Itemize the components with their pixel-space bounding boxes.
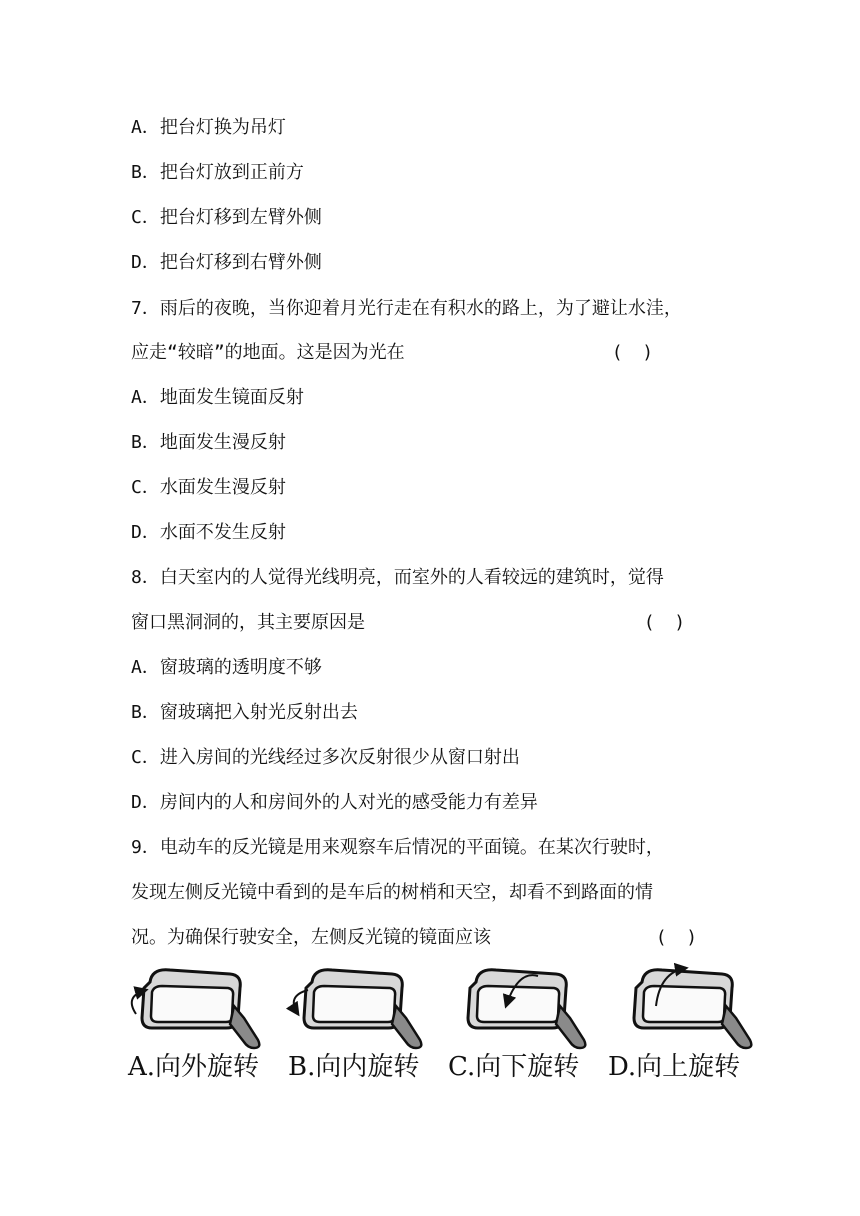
- q9-stem-line1: 9．电动车的反光镜是用来观察车后情况的平面镜。在某次行驶时，: [131, 837, 664, 858]
- q9-stem-line2: 发现左侧反光镜中看到的是车后的树梢和天空，却看不到路面的情: [131, 882, 653, 903]
- q7-stem-line2: 应走“较暗”的地面。这是因为光在: [131, 342, 405, 363]
- q9-caption-a: A.向外旋转: [128, 1052, 260, 1082]
- q9-caption-b: B.向内旋转: [288, 1052, 420, 1082]
- mirror-rotate-outward-icon: [122, 962, 262, 1052]
- q8-stem-line1: 8．白天室内的人觉得光线明亮，而室外的人看较远的建筑时，觉得: [131, 567, 664, 588]
- q7-answer-blank: ( ): [614, 342, 651, 363]
- q6-option-a: A．把台灯换为吊灯: [131, 117, 286, 138]
- q8-option-d: D．房间内的人和房间外的人对光的感受能力有差异: [131, 792, 538, 813]
- q9-caption-d: D.向上旋转: [608, 1052, 741, 1082]
- q8-option-c: C．进入房间的光线经过多次反射很少从窗口射出: [131, 747, 520, 768]
- q7-option-d: D．水面不发生反射: [131, 522, 286, 543]
- q6-option-c: C．把台灯移到左臂外侧: [131, 207, 322, 228]
- q8-answer-blank: ( ): [646, 612, 683, 633]
- mirror-rotate-inward-icon: [284, 962, 424, 1052]
- mirror-rotate-down-icon: [448, 962, 588, 1052]
- q6-option-b: B．把台灯放到正前方: [131, 162, 304, 183]
- q6-option-d: D．把台灯移到右臂外侧: [131, 252, 322, 273]
- q9-figure: [122, 962, 742, 1092]
- q9-stem-line3: 况。为确保行驶安全，左侧反光镜的镜面应该: [131, 927, 491, 948]
- q7-option-a: A．地面发生镜面反射: [131, 387, 304, 408]
- q8-option-a: A．窗玻璃的透明度不够: [131, 657, 322, 678]
- q9-caption-c: C.向下旋转: [448, 1052, 580, 1082]
- q7-option-b: B．地面发生漫反射: [131, 432, 286, 453]
- q8-stem-line2: 窗口黑洞洞的，其主要原因是: [131, 612, 365, 633]
- mirror-rotate-up-icon: [614, 962, 754, 1052]
- q7-option-c: C．水面发生漫反射: [131, 477, 286, 498]
- q9-answer-blank: ( ): [658, 927, 695, 948]
- q7-stem-line1: 7．雨后的夜晚，当你迎着月光行走在有积水的路上，为了避让水洼，: [131, 298, 682, 319]
- q8-option-b: B．窗玻璃把入射光反射出去: [131, 702, 358, 723]
